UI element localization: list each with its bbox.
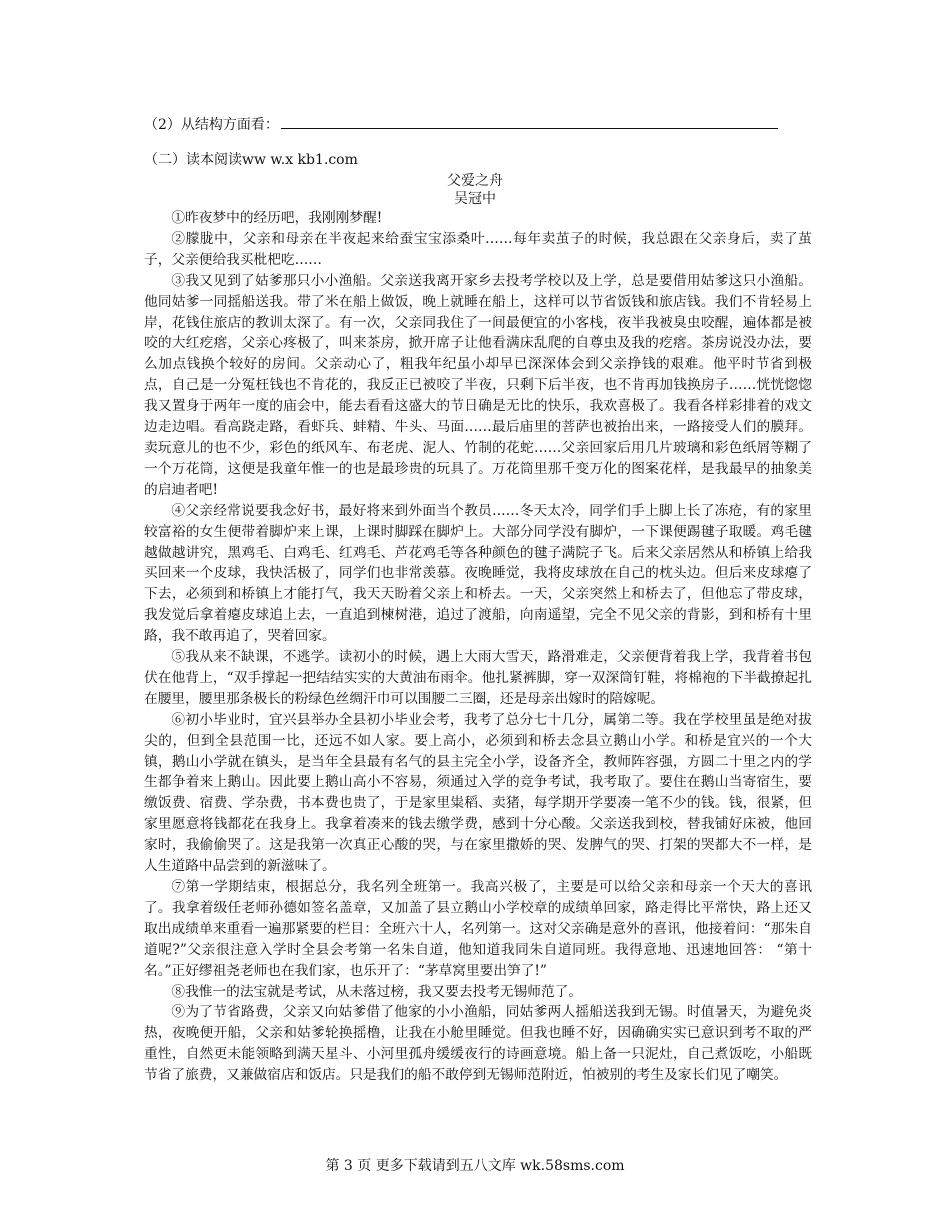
article-author: 吴冠中 xyxy=(454,191,496,207)
section-heading: （二）读本阅读ww w.x kb1.com xyxy=(144,152,358,168)
paragraph-7: ⑦第一学期结束，根据总分，我名列全班第一。我高兴极了，主要是可以给父亲和母亲一个天大的喜讯了。我拿着级任老师孙德如签名盖章，又加盖了县立鹅山小学校章的成绩单回家，路走得比平常快，路上还又取出成绩单来重看一遍那紧要的栏目：全班六十人，名列第一。这对父亲确是意外的喜讯，他接着问：“那朱自道呢?”父亲很注意入学时全县会考第一名朱自道，他知道我同朱自道同班。我得意地、迅速地回答： “第十名。”正好缪祖尧老师也在我们家，也乐开了：“茅草窝里要出笋了!” xyxy=(144,879,812,979)
article-body xyxy=(144,208,812,1086)
answer-blank-line xyxy=(281,114,778,129)
paragraph-6: ⑥初小毕业时，宜兴县举办全县初小毕业会考，我考了总分七十几分，属第二等。我在学校里虽是绝对拔尖的，但到全县范围一比，还远不如人家。要上高小，必须到和桥去念县立鹅山小学。和桥是宜兴的一个大镇，鹅山小学就在镇头，是当年全县最有名气的县主完全小学，设备齐全，教师阵容强，方圆二十里之内的学生都争着来上鹅山。因此要上鹅山高小不容易，须通过入学的竞争考试，我考取了。要住在鹅山当寄宿生，要缴饭费、宿费、学杂费，书本费也贵了，于是家里粜稻、卖猪，每学期开学要凑一笔不少的钱。钱，很紧，但家里愿意将钱都花在我身上。我拿着凑来的钱去缴学费，感到十分心酸。父亲送我到校，替我铺好床被，他回家时，我偷偷哭了。这是我第一次真正心酸的哭，与在家里撒娇的哭、发脾气的哭、打架的哭都大不一样，是人生道路中品尝到的新滋味了。 xyxy=(144,711,812,875)
page-footer: 第 3 页 更多下载请到五八文库 wk.58sms.com xyxy=(325,1158,625,1174)
paragraph-9: ⑨为了节省路费，父亲又向姑爹借了他家的小小渔船，同姑爹两人摇船送我到无锡。时值暑天，为避免炎热，夜晚便开船，父亲和姑爹轮换摇橹，让我在小舱里睡觉。但我也睡不好，因确确实实已意识到考不取的严重性，自然更未能领略到满天星斗、小河里孤舟缓缓夜行的诗画意境。船上备一只泥灶，自己煮饭吃，小船既节省了旅费，又兼做宿店和饭店。只是我们的船不敢停到无锡师范附近，怕被别的考生及家长们见了嘲笑。 xyxy=(144,1004,812,1084)
paragraph-3: ③我又见到了姑爹那只小小渔船。父亲送我离开家乡去投考学校以及上学，总是要借用姑爹这只小渔船。他同姑爹一同摇船送我。带了米在船上做饭，晚上就睡在船上，这样可以节省饭钱和旅店钱。我们不肯轻易上岸，花钱住旅店的教训太深了。有一次，父亲同我住了一间最便宜的小客栈，夜半我被臭虫咬醒，遍体都是被咬的大红疙瘩，父亲心疼极了，叫来茶房，掀开席子让他看满床乱爬的自尊虫及我的疙瘩。茶房说没办法，要么加点钱换个较好的房间。父亲动心了，粗我年纪虽小却早已深深体会到父亲挣钱的艰难。他平时节省到极点，自己是一分冤枉钱也不肯花的，我反正已被咬了半夜，只剩下后半夜，也不肯再加钱换房子……恍恍惚惚我又置身于两年一度的庙会中，能去看看这盛大的节日确是无比的快乐，我欢喜极了。我看各样彩排着的戏文边走边唱。看高跷走路，看虾兵、蚌精、牛头、马面……最后庙里的菩萨也被抬出来，一路接受人们的膜拜。卖玩意儿的也不少，彩色的纸风车、布老虎、泥人、竹制的花蛇……父亲回家后用几片玻璃和彩色纸屑等糊了一个万花筒，这便是我童年惟一的也是最珍贵的玩具了。万花筒里那千变万化的图案花样，是我最早的抽象美的启迪者吧! xyxy=(144,272,812,498)
article-title: 父爱之舟 xyxy=(447,173,503,189)
question-structure xyxy=(144,114,778,135)
paragraph-5: ⑤我从来不缺课，不逃学。读初小的时候，遇上大雨大雪天，路滑难走，父亲便背着我上学，我背着书包伏在他背上，“双手撑起一把结结实实的大黄油布雨伞。他扎紧裤脚，穿一双深筒钉鞋，将棉袍的下半截撩起扎在腰里，腰里那条极长的粉绿色丝绸汗巾可以围腰二三圈，还是母亲出嫁时的陪嫁呢。 xyxy=(144,649,812,707)
paragraph-2: ②朦胧中，父亲和母亲在半夜起来给蚕宝宝添桑叶……每年卖茧子的时候，我总跟在父亲身后，卖了茧子，父亲便给我买枇杷吃…… xyxy=(144,230,812,268)
question-label: （2）从结构方面看： xyxy=(144,117,279,133)
paragraph-4: ④父亲经常说要我念好书，最好将来到外面当个教员……冬天太冷，同学们手上脚上长了冻疮，有的家里较富裕的女生便带着脚炉来上课，上课时脚踩在脚炉上。大部分同学没有脚炉，一下课便踢毽子取暖。鸡毛毽越做越讲究，黑鸡毛、白鸡毛、红鸡毛、芦花鸡毛等各种颜色的毽子满院子飞。后来父亲居然从和桥镇上给我买回来一个皮球，我快活极了，同学们也非常羡慕。夜晚睡觉，我将皮球放在自己的枕头边。但后来皮球瘪了下去，必须到和桥镇上才能打气，我天天盼着父亲上和桥去。一天，父亲突然上和桥去了，但他忘了带皮球，我发觉后拿着瘪皮球追上去，一直追到楝树港，追过了渡船，向南遥望，完全不见父亲的背影，到和桥有十里路，我不敢再追了，哭着回家。 xyxy=(144,502,812,645)
paragraph-8: ⑧我惟一的法宝就是考试，从未落过榜，我又要去投考无锡师范了。 xyxy=(171,983,583,1000)
paragraph-1: ①昨夜梦中的经历吧，我刚刚梦醒! xyxy=(171,210,383,226)
